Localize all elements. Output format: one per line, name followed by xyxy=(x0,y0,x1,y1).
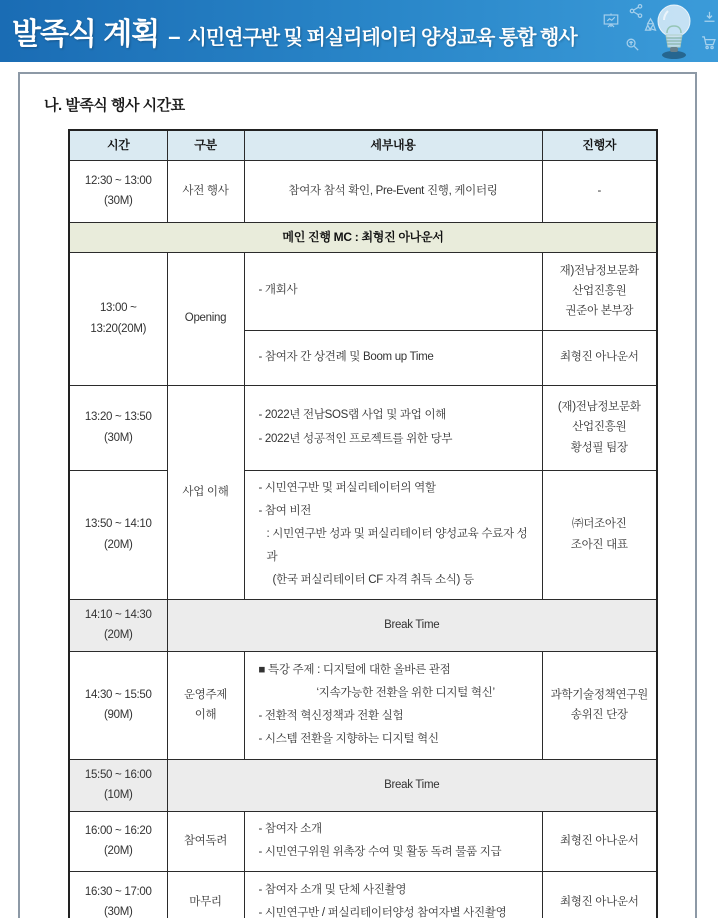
table-row-theme xyxy=(69,651,657,759)
presenter-cell: 최형진 아나운서 xyxy=(542,871,657,918)
break-label: Break Time xyxy=(167,599,657,651)
presenter-cell: 최형진 아나운서 xyxy=(542,811,657,871)
time-range: 14:10 ~ 14:30 xyxy=(84,608,152,621)
presenter-cell xyxy=(542,651,657,759)
time-duration: (20M) xyxy=(103,538,133,551)
detail-cell xyxy=(244,385,542,470)
presenter-cell xyxy=(542,252,657,330)
detail-line: - 참여 비전 xyxy=(258,504,312,517)
table-row-biz1 xyxy=(69,385,657,470)
time-range: 16:30 ~ 17:00 xyxy=(84,885,152,898)
time-duration: (30M) xyxy=(103,431,133,444)
time-duration: 13:20(20M) xyxy=(90,322,147,335)
time-duration: (20M) xyxy=(103,845,133,858)
page-subtitle: 시민연구반 및 퍼실리테이터 양성교육 통합 행사 xyxy=(187,27,577,49)
time-range: 16:00 ~ 16:20 xyxy=(84,824,152,837)
time-range: 14:30 ~ 15:50 xyxy=(84,688,152,701)
presenter-cell: 최형진 아나운서 xyxy=(542,330,657,385)
category-cell: 마무리 xyxy=(167,871,244,918)
time-cell xyxy=(69,385,167,470)
presenter-org: (재)전남정보문화 xyxy=(557,401,641,414)
detail-line: - 참여자 소개 xyxy=(258,822,322,835)
presenter-name: 황성필 팀장 xyxy=(570,441,628,454)
easel-chart-icon xyxy=(602,12,620,30)
time-range: 15:50 ~ 16:00 xyxy=(84,768,152,781)
mc-label: 메인 진행 MC : 최형진 아나운서 xyxy=(69,222,657,252)
banner-text xyxy=(0,9,577,53)
time-duration: (30M) xyxy=(103,195,133,207)
section-title: 나. 발족식 행사 시간표 xyxy=(44,97,185,114)
time-duration: (30M) xyxy=(103,905,133,918)
table-row-encourage xyxy=(69,811,657,871)
presenter-name: 송위진 단장 xyxy=(570,709,628,722)
presenter-org2: 산업진흥원 xyxy=(572,284,627,297)
bug-search-icon xyxy=(624,36,641,53)
time-cell xyxy=(69,651,167,759)
detail-line: ‘지속가능한 전환을 위한 디지털 혁신’ xyxy=(316,686,495,699)
detail-cell: - 참여자 간 상견례 및 Boom up Time xyxy=(244,330,542,385)
time-range: 12:30 ~ 13:00 xyxy=(84,174,152,187)
category-cell: 사업 이해 xyxy=(167,385,244,599)
time-cell xyxy=(69,470,167,599)
break-label: Break Time xyxy=(167,759,657,811)
time-cell xyxy=(69,599,167,651)
detail-line: - 시민연구반 및 퍼실리테이터의 역할 xyxy=(258,481,436,494)
category-cell xyxy=(167,651,244,759)
presenter-cell xyxy=(542,470,657,599)
time-duration: (20M) xyxy=(103,629,133,642)
detail-cell xyxy=(244,651,542,759)
presenter-cell: - xyxy=(542,160,657,222)
category-line: 이해 xyxy=(194,709,217,722)
time-cell xyxy=(69,811,167,871)
category-cell: Opening xyxy=(167,252,244,385)
category-line: 운영주제 xyxy=(183,688,228,701)
table-row-biz2 xyxy=(69,470,657,599)
presenter-org: 과학기술정책연구원 xyxy=(550,688,648,701)
time-cell xyxy=(69,871,167,918)
category-cell: 참여독려 xyxy=(167,811,244,871)
detail-line: - 참여자 소개 및 단체 사진촬영 xyxy=(258,883,407,896)
detail-cell: - 개회사 xyxy=(244,252,542,330)
detail-cell: 참여자 참석 확인, Pre-Event 진행, 케이터링 xyxy=(244,160,542,222)
time-duration: (90M) xyxy=(103,709,133,722)
title-separator: – xyxy=(168,24,181,49)
time-range: 13:00 ~ xyxy=(99,302,137,315)
presenter-org: 재)전남정보문화 xyxy=(559,264,639,277)
col-header-time: 시간 xyxy=(69,130,167,160)
table-row-closing xyxy=(69,871,657,918)
presenter-org: ㈜더조아진 xyxy=(572,518,627,531)
col-header-presenter: 진행자 xyxy=(542,130,657,160)
table-row-opening-a xyxy=(69,252,657,330)
detail-line: - 시민연구위원 위촉장 수여 및 활동 독려 물품 지급 xyxy=(258,846,502,859)
table-row-break2 xyxy=(69,759,657,811)
header-banner xyxy=(0,0,718,62)
detail-cell xyxy=(244,811,542,871)
detail-line: - 2022년 전남SOS랩 사업 및 과업 이해 xyxy=(258,409,447,422)
presenter-cell xyxy=(542,385,657,470)
category-cell: 사전 행사 xyxy=(167,160,244,222)
cart-icon xyxy=(700,34,717,51)
detail-line: (한국 퍼실리테이터 CF 자격 취득 소식) 등 xyxy=(272,574,474,587)
detail-cell xyxy=(244,871,542,918)
detail-line: ■ 특강 주제 : 디지털에 대한 올바른 관점 xyxy=(258,663,451,676)
detail-line: - 2022년 성공적인 프로젝트를 위한 당부 xyxy=(258,432,453,445)
detail-line: - 시스템 전환을 지향하는 디지털 혁신 xyxy=(258,733,439,746)
table-row-break1 xyxy=(69,599,657,651)
presenter-name: 조아진 대표 xyxy=(570,538,628,551)
page-title: 발족식 계획 xyxy=(12,18,160,51)
lightbulb-image xyxy=(650,1,698,66)
time-duration: (10M) xyxy=(103,789,133,802)
banner-icon-cluster xyxy=(598,0,718,62)
presenter-org2: 산업진흥원 xyxy=(572,421,627,434)
presenter-name: 권준아 본부장 xyxy=(565,305,634,318)
time-cell xyxy=(69,252,167,385)
download-icon xyxy=(702,10,717,25)
table-row-mc xyxy=(69,222,657,252)
col-header-detail: 세부내용 xyxy=(244,130,542,160)
schedule-table xyxy=(68,129,658,918)
detail-line: - 전환적 혁신정책과 전환 실험 xyxy=(258,710,404,723)
time-cell xyxy=(69,160,167,222)
col-header-category: 구분 xyxy=(167,130,244,160)
detail-cell xyxy=(244,470,542,599)
time-range: 13:50 ~ 14:10 xyxy=(84,518,152,531)
detail-line: - 시민연구반 / 퍼실리테이터양성 참여자별 사진촬영 xyxy=(258,906,507,918)
content-box xyxy=(18,72,697,918)
table-header-row xyxy=(69,130,657,160)
detail-line: : 시민연구반 성과 및 퍼실리테이터 양성교육 수료자 성과 xyxy=(266,527,528,564)
time-cell xyxy=(69,759,167,811)
time-range: 13:20 ~ 13:50 xyxy=(84,411,152,424)
table-row-pre-event xyxy=(69,160,657,222)
